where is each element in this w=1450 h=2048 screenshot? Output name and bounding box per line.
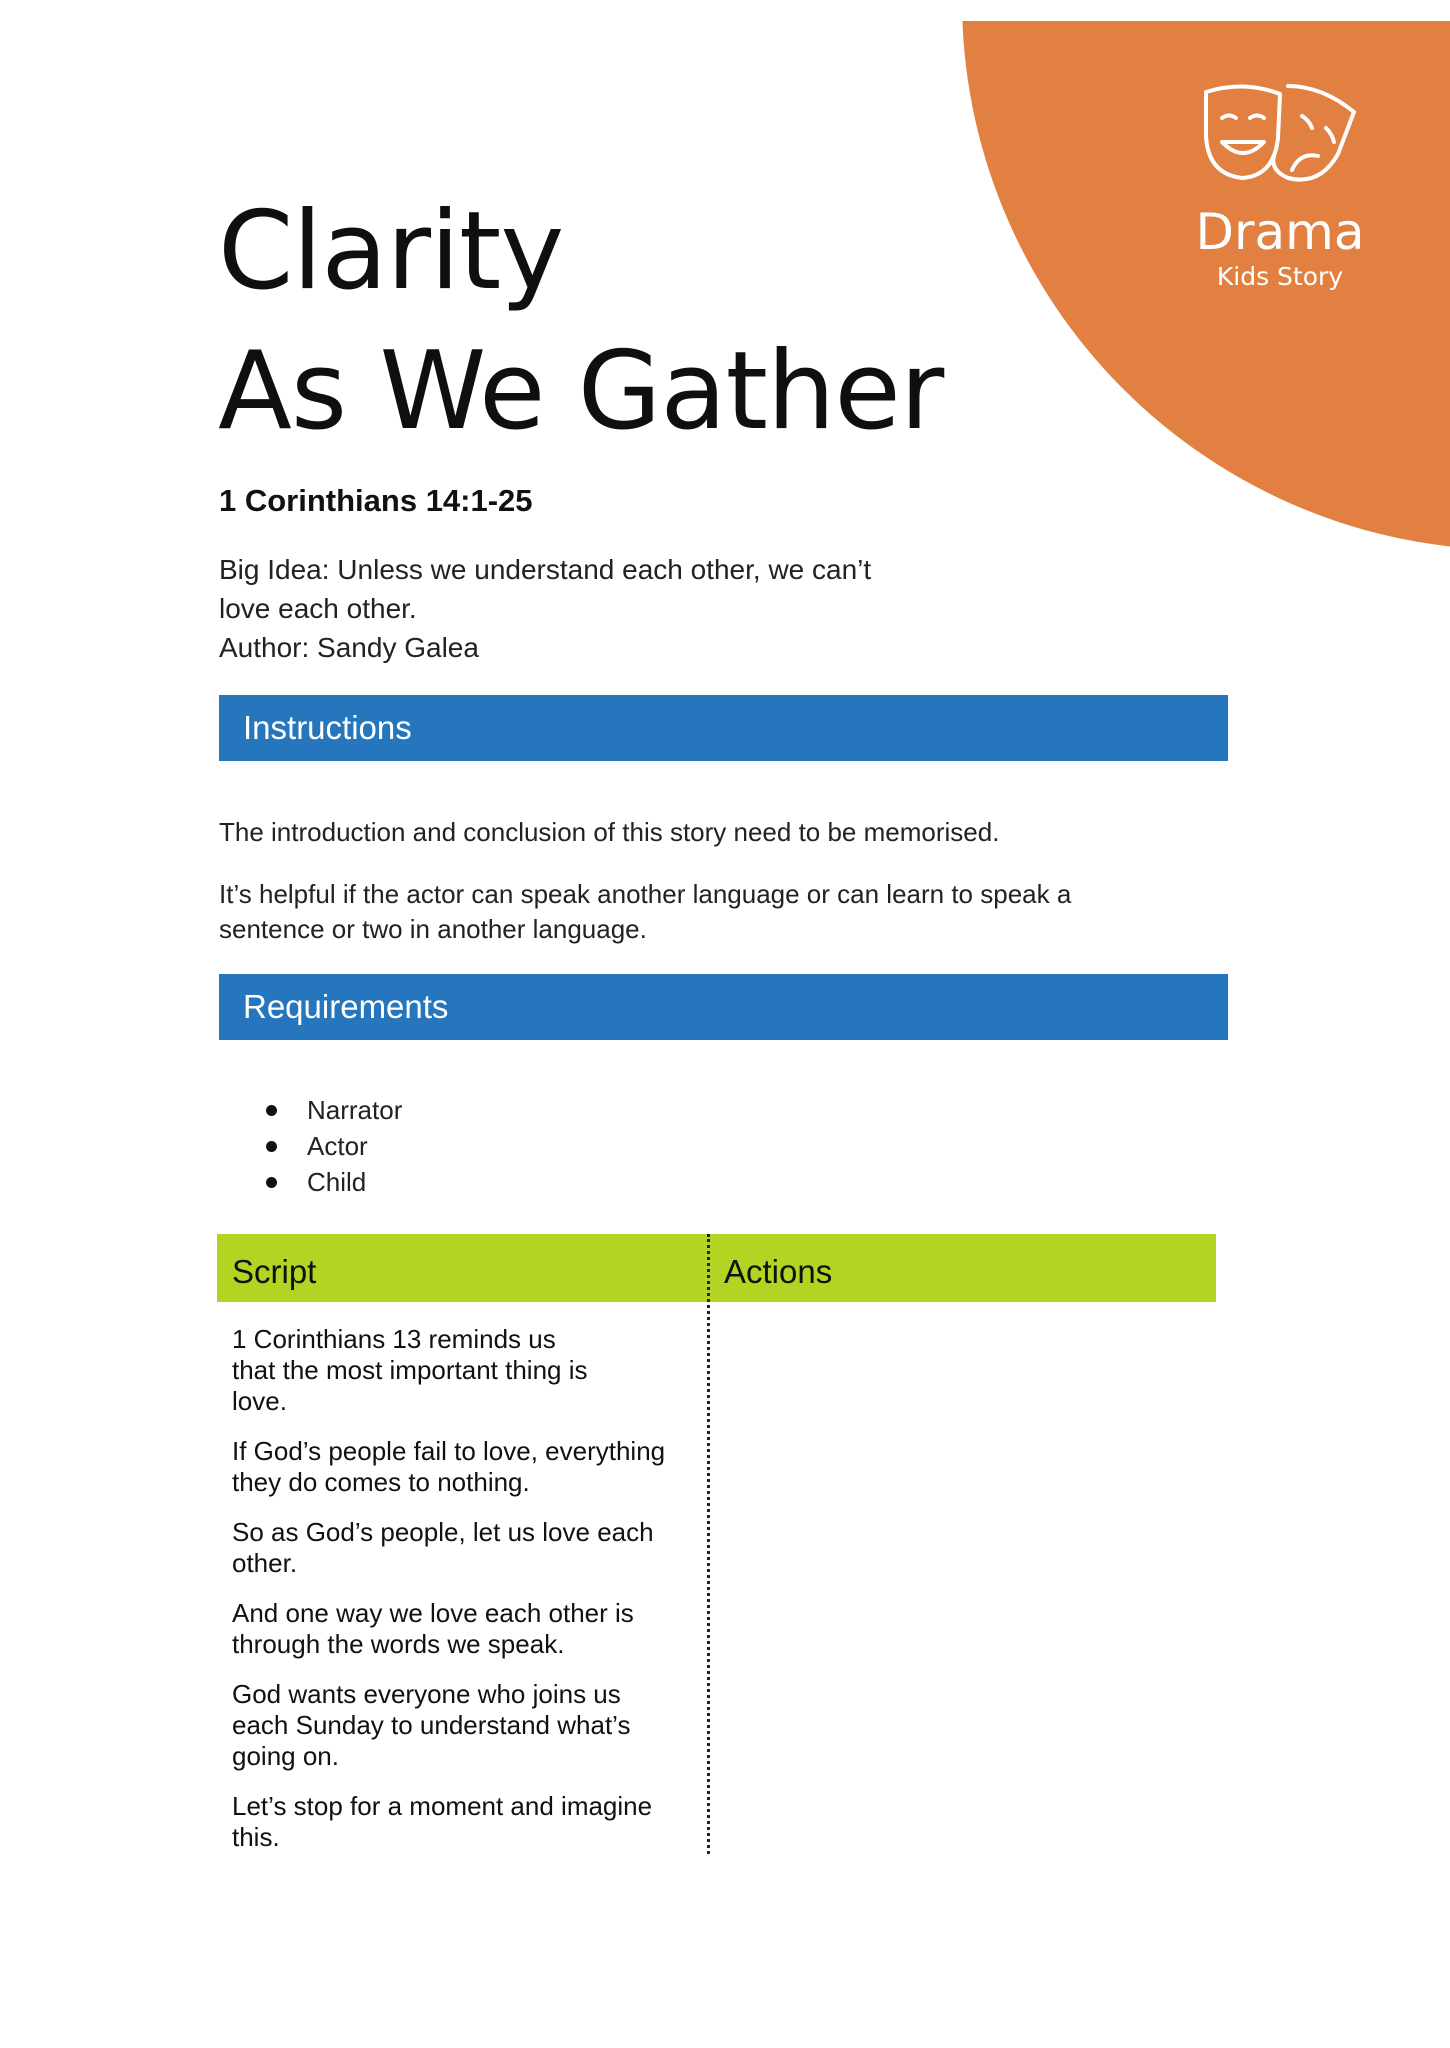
title-line-1: Clarity: [218, 189, 564, 314]
table-header: [217, 1234, 1216, 1302]
script-paragraph: 1 Corinthians 13 reminds us that the most important thing is love.: [232, 1324, 588, 1416]
script-paragraph: And one way we love each other is through the words we speak.: [232, 1598, 634, 1659]
script-paragraph: Let’s stop for a moment and imagine this.: [232, 1791, 653, 1852]
actions-cell: [709, 1302, 1216, 1872]
requirements-heading: Requirements: [219, 974, 1228, 1040]
actions-column-header: Actions: [724, 1253, 833, 1290]
title-line-2: As We Gather: [218, 329, 944, 454]
list-item: Narrator: [262, 1092, 402, 1128]
requirements-list: [262, 1092, 402, 1200]
list-item: Child: [262, 1164, 402, 1200]
instructions-paragraph-1: The introduction and conclusion of this story need to be memorised.: [219, 817, 1000, 847]
badge-subtitle: Kids Story: [1216, 262, 1344, 291]
drama-badge: [1180, 82, 1380, 292]
theatre-masks-icon: [1180, 82, 1380, 200]
page-title: [218, 182, 943, 462]
instructions-paragraph-2: It’s helpful if the actor can speak another language or can learn to speak a sentence or two in another language.: [219, 879, 1072, 944]
script-paragraph: If God’s people fail to love, everything they do comes to nothing.: [232, 1436, 666, 1497]
table-row: [217, 1302, 1216, 1872]
script-paragraph: So as God’s people, let us love each other.: [232, 1517, 654, 1578]
scripture-reference: 1 Corinthians 14:1-25: [219, 483, 533, 518]
script-cell: [217, 1302, 709, 1872]
big-idea-line-2: love each other.: [219, 593, 417, 624]
big-idea-line-1: Big Idea: Unless we understand each other, we can’t: [219, 554, 872, 585]
script-paragraph: God wants everyone who joins us each Sunday to understand what’s going on.: [232, 1679, 631, 1771]
script-table: [217, 1234, 1216, 1872]
column-divider: [707, 1234, 710, 1854]
instructions-heading: Instructions: [219, 695, 1228, 761]
list-item: Actor: [262, 1128, 402, 1164]
story-meta: [219, 550, 939, 667]
top-margin: [0, 0, 1450, 21]
author: Author: Sandy Galea: [219, 632, 479, 663]
badge-title: Drama: [1195, 203, 1365, 261]
script-column-header: Script: [232, 1253, 317, 1290]
